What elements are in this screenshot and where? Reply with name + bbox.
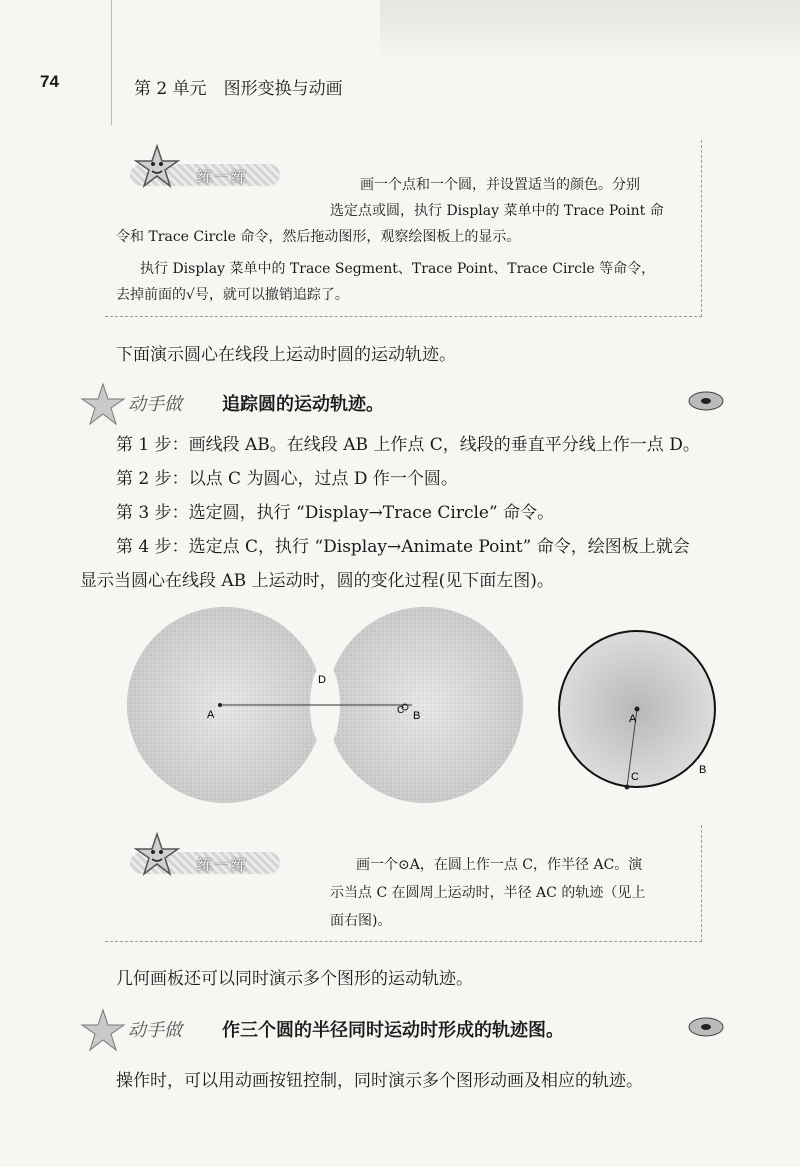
handson-label-1: 动手做 [128,394,182,415]
star-mascot-icon [134,832,180,878]
label-c: C [631,771,639,783]
practice2-line1: 画一个⊙A，在圆上作一点 C，作半径 AC。演 [356,857,643,873]
step-4: 第 4 步：选定点 C，执行 “Display→Animate Point” 命令，绘图板上就会 [116,537,690,557]
intro-text-1: 下面演示圆心在线段上运动时圆的运动轨迹。 [116,345,456,365]
step-4-continued: 显示当圆心在线段 AB 上运动时，圆的变化过程(见下面左图)。 [80,571,554,591]
intro-text-2: 几何画板还可以同时演示多个图形的运动轨迹。 [116,969,473,989]
cd-icon [686,390,726,412]
star-icon [80,382,126,428]
trace-circle-figure [125,605,535,805]
star-mascot-icon [134,144,180,190]
handson-label-2: 动手做 [128,1020,182,1041]
step-2: 第 2 步：以点 C 为圆心，过点 D 作一个圆。 [116,469,458,489]
chapter-title: 第 2 单元 图形变换与动画 [134,79,343,99]
step-1: 第 1 步：画线段 AB。在线段 AB 上作点 C，线段的垂直平分线上作一点 D。 [116,435,700,455]
radius-trace-figure [556,630,726,800]
practice-tag-1 [112,150,282,184]
label-a: A [207,709,215,721]
practice1-line4: 执行 Display 菜单中的 Trace Segment、Trace Point、Trace Circle 等命令， [140,261,656,277]
closing-text: 操作时，可以用动画按钮控制，同时演示多个图形动画及相应的轨迹。 [116,1071,643,1091]
step-3: 第 3 步：选定圆，执行 “Display→Trace Circle” 命令。 [116,503,555,523]
label-d: D [318,674,326,686]
label-b: B [699,764,707,776]
label-b: B [413,710,421,722]
practice-tag-label: 练一练 [197,168,249,186]
page-number: 74 [40,72,59,91]
practice2-line3: 面右图)。 [330,913,392,929]
cd-icon [686,1016,726,1038]
label-c: C [397,705,405,716]
header-divider [111,0,112,125]
top-texture [380,0,800,60]
practice-tag-2 [112,838,282,872]
star-icon [80,1008,126,1054]
practice2-line2: 示当点 C 在圆周上运动时，半径 AC 的轨迹（见上 [330,885,646,901]
handson-title-2: 作三个圆的半径同时运动时形成的轨迹图。 [222,1020,564,1041]
practice1-line1: 画一个点和一个圆，并设置适当的颜色。分别 [360,177,640,193]
handson-title-1: 追踪圆的运动轨迹。 [222,394,384,415]
practice1-line3: 令和 Trace Circle 命令，然后拖动图形，观察绘图板上的显示。 [116,229,521,245]
label-a: A [629,713,637,725]
practice1-line5: 去掉前面的√号，就可以撤销追踪了。 [116,287,349,303]
practice1-line2: 选定点或圆，执行 Display 菜单中的 Trace Point 命 [330,203,664,219]
practice-tag-label: 练一练 [197,856,249,874]
